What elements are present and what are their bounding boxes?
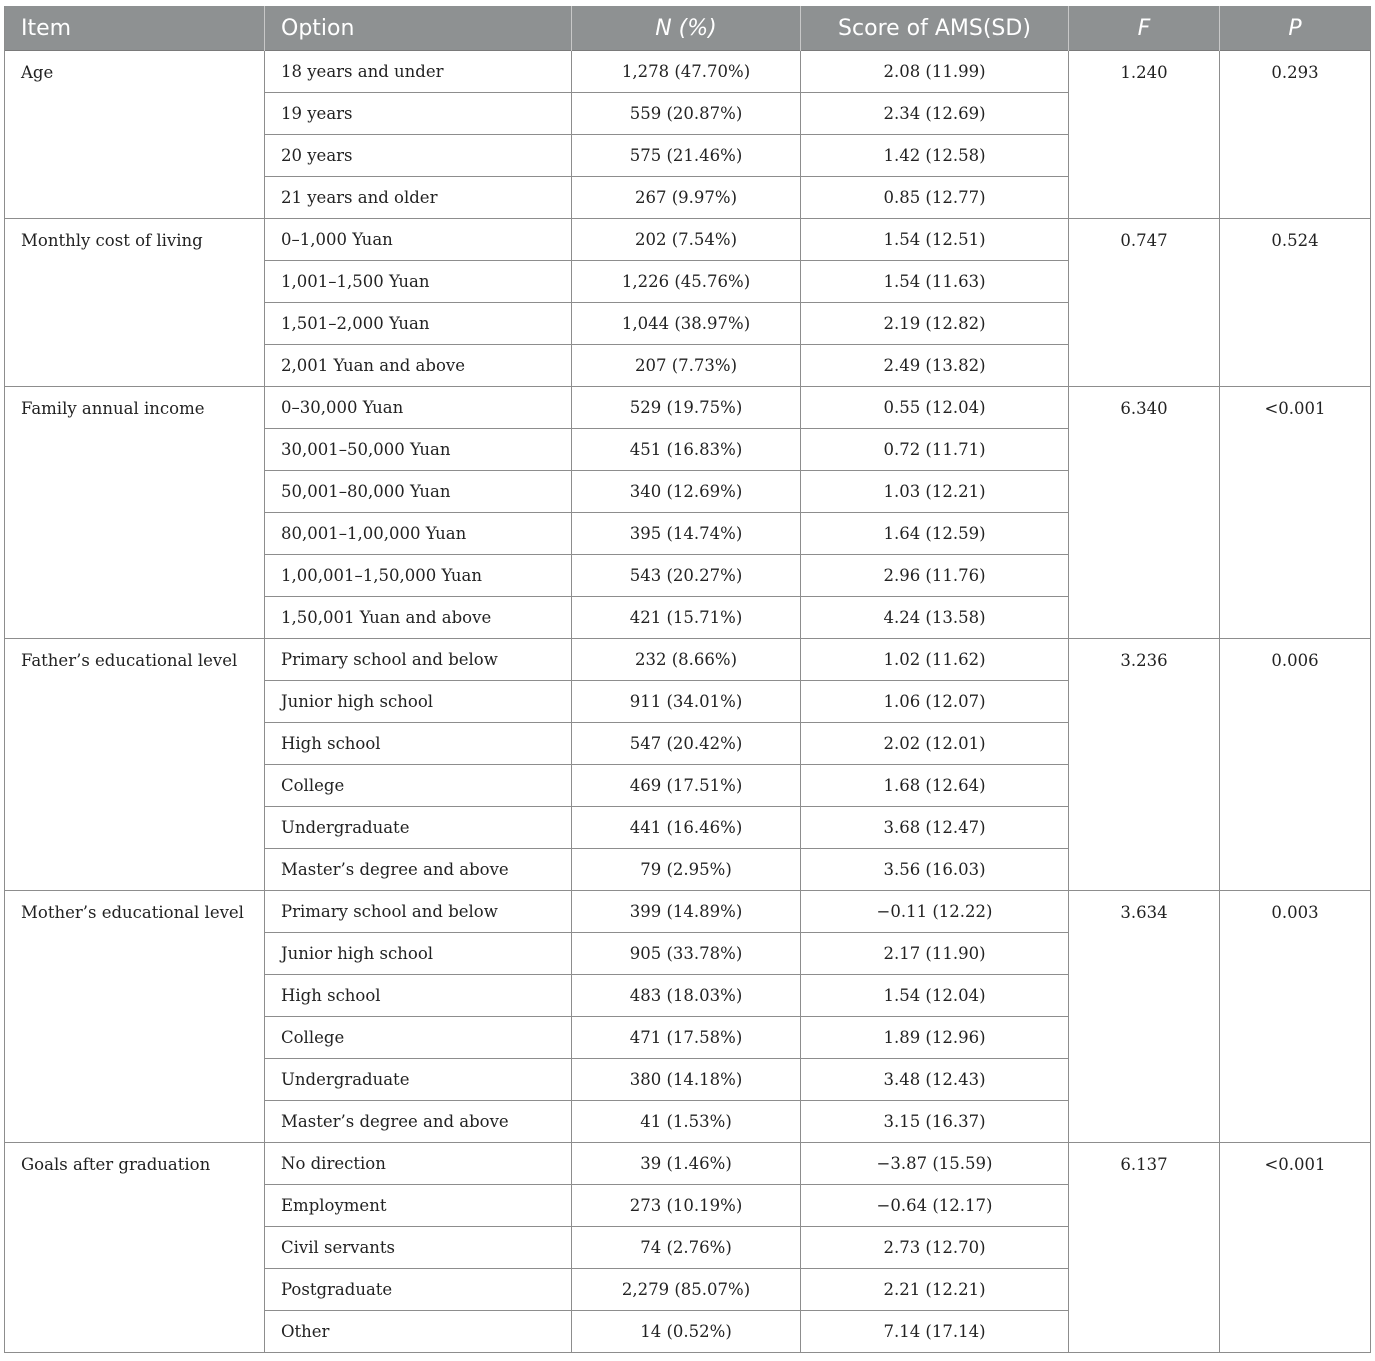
header-n: N (%) [572, 6, 801, 51]
n-cell: 79 (2.95%) [572, 849, 801, 891]
score-cell: 2.49 (13.82) [801, 345, 1069, 387]
n-cell: 469 (17.51%) [572, 765, 801, 807]
table-row [5, 639, 1371, 681]
option-cell: Postgraduate [265, 1269, 572, 1311]
n-cell: 267 (9.97%) [572, 177, 801, 219]
n-cell: 911 (34.01%) [572, 681, 801, 723]
n-cell: 273 (10.19%) [572, 1185, 801, 1227]
score-cell: 2.19 (12.82) [801, 303, 1069, 345]
item-cell: Mother’s educational level [5, 891, 265, 1143]
score-cell: 2.73 (12.70) [801, 1227, 1069, 1269]
table-row [5, 219, 1371, 261]
score-cell: 1.89 (12.96) [801, 1017, 1069, 1059]
score-cell: 4.24 (13.58) [801, 597, 1069, 639]
option-cell: 20 years [265, 135, 572, 177]
option-cell: No direction [265, 1143, 572, 1185]
f-cell: 6.340 [1069, 387, 1220, 639]
n-cell: 39 (1.46%) [572, 1143, 801, 1185]
option-cell: 30,001–50,000 Yuan [265, 429, 572, 471]
p-cell: 0.524 [1220, 219, 1371, 387]
table-body [5, 51, 1371, 1353]
option-cell: Master’s degree and above [265, 1101, 572, 1143]
option-cell: Employment [265, 1185, 572, 1227]
score-cell: 2.02 (12.01) [801, 723, 1069, 765]
f-cell: 1.240 [1069, 51, 1220, 219]
n-cell: 471 (17.58%) [572, 1017, 801, 1059]
option-cell: 80,001–1,00,000 Yuan [265, 513, 572, 555]
option-cell: College [265, 1017, 572, 1059]
score-cell: 3.48 (12.43) [801, 1059, 1069, 1101]
score-cell: 1.54 (11.63) [801, 261, 1069, 303]
header-p: P [1220, 6, 1371, 51]
n-cell: 74 (2.76%) [572, 1227, 801, 1269]
option-cell: College [265, 765, 572, 807]
score-cell: 2.96 (11.76) [801, 555, 1069, 597]
option-cell: Primary school and below [265, 639, 572, 681]
table-row [5, 387, 1371, 429]
n-cell: 1,044 (38.97%) [572, 303, 801, 345]
n-cell: 41 (1.53%) [572, 1101, 801, 1143]
score-cell: 2.08 (11.99) [801, 51, 1069, 93]
score-cell: −0.64 (12.17) [801, 1185, 1069, 1227]
score-cell: 1.03 (12.21) [801, 471, 1069, 513]
header-option: Option [265, 6, 572, 51]
n-cell: 529 (19.75%) [572, 387, 801, 429]
n-cell: 380 (14.18%) [572, 1059, 801, 1101]
score-cell: 2.17 (11.90) [801, 933, 1069, 975]
score-cell: 1.54 (12.51) [801, 219, 1069, 261]
score-cell: 0.72 (11.71) [801, 429, 1069, 471]
item-cell: Family annual income [5, 387, 265, 639]
score-cell: 0.85 (12.77) [801, 177, 1069, 219]
header-item: Item [5, 6, 265, 51]
header-row [5, 6, 1371, 51]
score-cell: 0.55 (12.04) [801, 387, 1069, 429]
n-cell: 1,226 (45.76%) [572, 261, 801, 303]
p-cell: <0.001 [1220, 387, 1371, 639]
option-cell: Other [265, 1311, 572, 1353]
item-cell: Age [5, 51, 265, 219]
header-f: F [1069, 6, 1220, 51]
data-table [4, 6, 1371, 1353]
option-cell: Junior high school [265, 681, 572, 723]
option-cell: Junior high school [265, 933, 572, 975]
option-cell: 18 years and under [265, 51, 572, 93]
score-cell: −0.11 (12.22) [801, 891, 1069, 933]
score-cell: 1.68 (12.64) [801, 765, 1069, 807]
table-row [5, 51, 1371, 93]
n-cell: 2,279 (85.07%) [572, 1269, 801, 1311]
n-cell: 399 (14.89%) [572, 891, 801, 933]
table-header [5, 6, 1371, 51]
score-cell: −3.87 (15.59) [801, 1143, 1069, 1185]
item-cell: Goals after graduation [5, 1143, 265, 1353]
option-cell: 21 years and older [265, 177, 572, 219]
option-cell: 2,001 Yuan and above [265, 345, 572, 387]
header-score: Score of AMS(SD) [801, 6, 1069, 51]
score-cell: 3.68 (12.47) [801, 807, 1069, 849]
n-cell: 395 (14.74%) [572, 513, 801, 555]
f-cell: 3.634 [1069, 891, 1220, 1143]
n-cell: 207 (7.73%) [572, 345, 801, 387]
n-cell: 575 (21.46%) [572, 135, 801, 177]
option-cell: 1,50,001 Yuan and above [265, 597, 572, 639]
option-cell: Undergraduate [265, 1059, 572, 1101]
p-cell: 0.293 [1220, 51, 1371, 219]
n-cell: 559 (20.87%) [572, 93, 801, 135]
n-cell: 483 (18.03%) [572, 975, 801, 1017]
score-cell: 1.02 (11.62) [801, 639, 1069, 681]
table-row [5, 1143, 1371, 1185]
score-cell: 3.15 (16.37) [801, 1101, 1069, 1143]
n-cell: 547 (20.42%) [572, 723, 801, 765]
option-cell: 0–30,000 Yuan [265, 387, 572, 429]
n-cell: 340 (12.69%) [572, 471, 801, 513]
score-cell: 2.21 (12.21) [801, 1269, 1069, 1311]
p-cell: <0.001 [1220, 1143, 1371, 1353]
option-cell: 1,00,001–1,50,000 Yuan [265, 555, 572, 597]
n-cell: 421 (15.71%) [572, 597, 801, 639]
score-cell: 3.56 (16.03) [801, 849, 1069, 891]
score-cell: 1.54 (12.04) [801, 975, 1069, 1017]
option-cell: 0–1,000 Yuan [265, 219, 572, 261]
n-cell: 543 (20.27%) [572, 555, 801, 597]
n-cell: 232 (8.66%) [572, 639, 801, 681]
option-cell: Master’s degree and above [265, 849, 572, 891]
option-cell: Primary school and below [265, 891, 572, 933]
n-cell: 14 (0.52%) [572, 1311, 801, 1353]
p-cell: 0.006 [1220, 639, 1371, 891]
n-cell: 905 (33.78%) [572, 933, 801, 975]
f-cell: 6.137 [1069, 1143, 1220, 1353]
score-cell: 1.06 (12.07) [801, 681, 1069, 723]
item-cell: Father’s educational level [5, 639, 265, 891]
score-cell: 7.14 (17.14) [801, 1311, 1069, 1353]
option-cell: 1,001–1,500 Yuan [265, 261, 572, 303]
p-cell: 0.003 [1220, 891, 1371, 1143]
f-cell: 0.747 [1069, 219, 1220, 387]
table-row [5, 891, 1371, 933]
f-cell: 3.236 [1069, 639, 1220, 891]
option-cell: High school [265, 723, 572, 765]
item-cell: Monthly cost of living [5, 219, 265, 387]
n-cell: 202 (7.54%) [572, 219, 801, 261]
option-cell: Undergraduate [265, 807, 572, 849]
score-cell: 2.34 (12.69) [801, 93, 1069, 135]
option-cell: High school [265, 975, 572, 1017]
n-cell: 441 (16.46%) [572, 807, 801, 849]
score-cell: 1.42 (12.58) [801, 135, 1069, 177]
option-cell: 19 years [265, 93, 572, 135]
n-cell: 1,278 (47.70%) [572, 51, 801, 93]
option-cell: 1,501–2,000 Yuan [265, 303, 572, 345]
option-cell: 50,001–80,000 Yuan [265, 471, 572, 513]
option-cell: Civil servants [265, 1227, 572, 1269]
n-cell: 451 (16.83%) [572, 429, 801, 471]
score-cell: 1.64 (12.59) [801, 513, 1069, 555]
